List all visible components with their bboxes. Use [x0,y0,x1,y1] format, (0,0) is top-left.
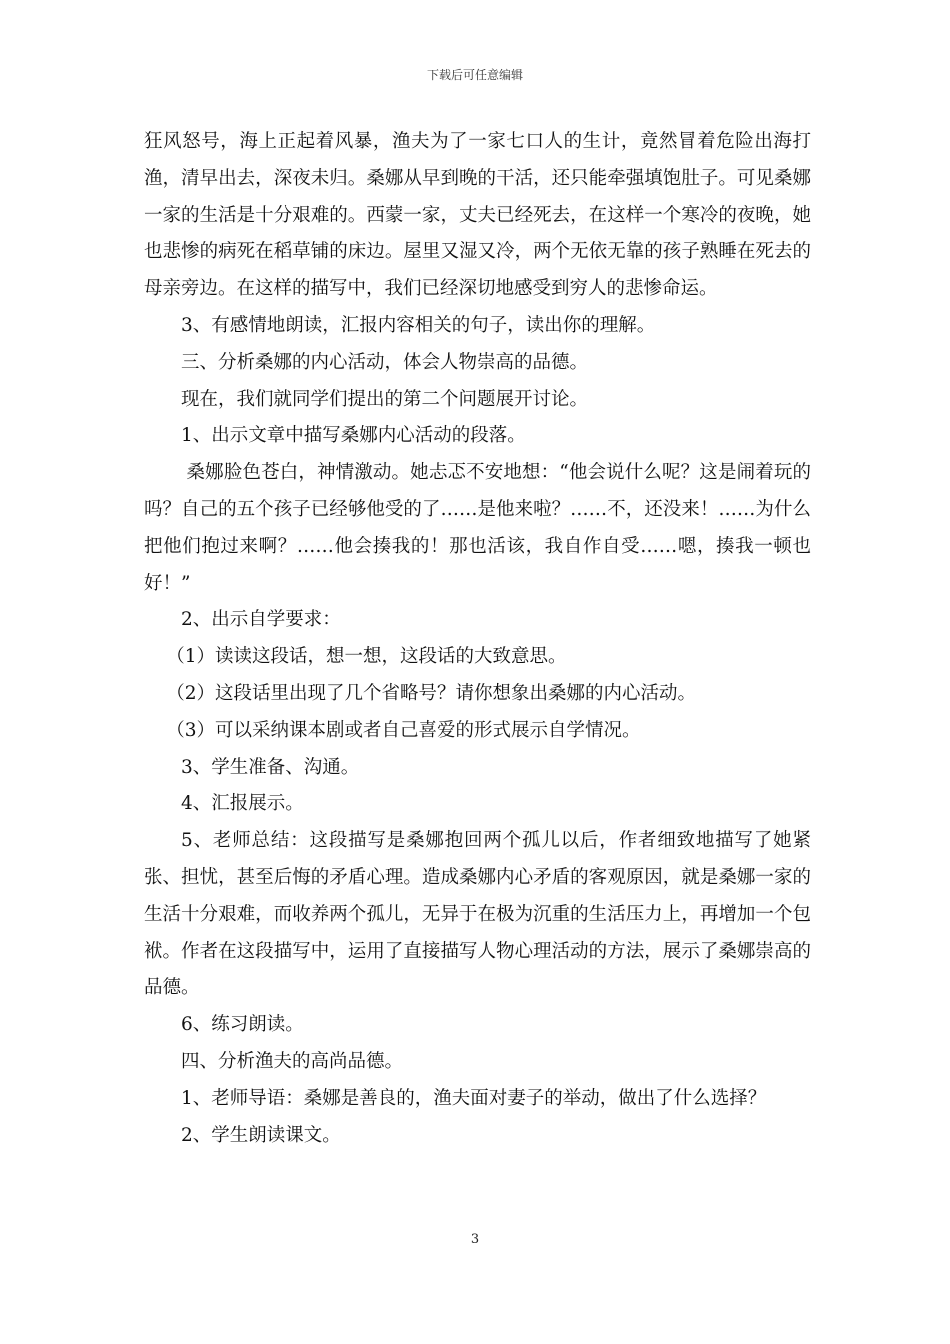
page-header: 下载后可任意编辑 [426,68,523,82]
section-heading-3: 三、分析桑娜的内心活动，体会人物崇高的品德。 [181,351,589,373]
document-body [144,124,811,1154]
paragraph-step-3: 3、有感情地朗读，汇报内容相关的句子，读出你的理解。 [181,314,656,336]
paragraph-step-4: 4、汇报展示。 [181,793,304,815]
paragraph-step-3b: 3、学生准备、沟通。 [181,756,360,778]
section-heading-4: 四、分析渔夫的高尚品德。 [181,1050,404,1072]
paragraph-step-2: 2、出示自学要求： [181,609,341,631]
page-number: 3 [470,1232,480,1247]
paragraph-step-6: 6、练习朗读。 [181,1014,304,1036]
paragraph-continuation: 狂风怒号，海上正起着风暴，渔夫为了一家七口人的生计，竟然冒着危险出海打渔，清早出去，深夜未归。桑娜从早到晚的干活，还只能牵强填饱肚子。可见桑娜一家的生活是十分艰难的。西蒙一家，丈夫已经死去，在这样一个寒冷的夜晚，她也悲惨的病死在稻草铺的床边。屋里又湿又冷，两个无依无靠的孩子熟睡在死去的母亲旁边。在这样的描写中，我们已经深切地感受到穷人的悲惨命运。 [144,131,811,300]
paragraph-step-1b: 1、老师导语：桑娜是善良的，渔夫面对妻子的举动，做出了什么选择？ [181,1087,767,1109]
paragraph-discussion-intro: 现在，我们就同学们提出的第二个问题展开讨论。 [181,388,589,410]
paragraph-step-1: 1、出示文章中描写桑娜内心活动的段落。 [181,425,526,447]
requirement-3: （3）可以采纳课本剧或者自己喜爱的形式展示自学情况。 [166,719,641,741]
requirement-1: （1）读读这段话，想一想，这段话的大致意思。 [166,646,567,668]
requirement-2: （2）这段话里出现了几个省略号？请你想象出桑娜的内心活动。 [166,682,696,704]
paragraph-step-2b: 2、学生朗读课文。 [181,1124,341,1146]
paragraph-step-5-summary: 5、老师总结：这段描写是桑娜抱回两个孤儿以后，作者细致地描写了她紧张、担忧，甚至后悔的矛盾心理。造成桑娜内心矛盾的客观原因，就是桑娜一家的生活十分艰难，而收养两个孤儿，无异于在极为沉重的生活压力上，再增加一个包袱。作者在这段描写中，运用了直接描写人物心理活动的方法，展示了桑娜崇高的品德。 [144,830,811,999]
quoted-passage: 桑娜脸色苍白，神情激动。她忐忑不安地想：“他会说什么呢？这是闹着玩的吗？自己的五个孩子已经够他受的了……是他来啦？……不，还没来！……为什么把他们抱过来啊？……他会揍我的！那也活该，我自作自受……嗯，揍我一顿也好！” [144,462,811,594]
